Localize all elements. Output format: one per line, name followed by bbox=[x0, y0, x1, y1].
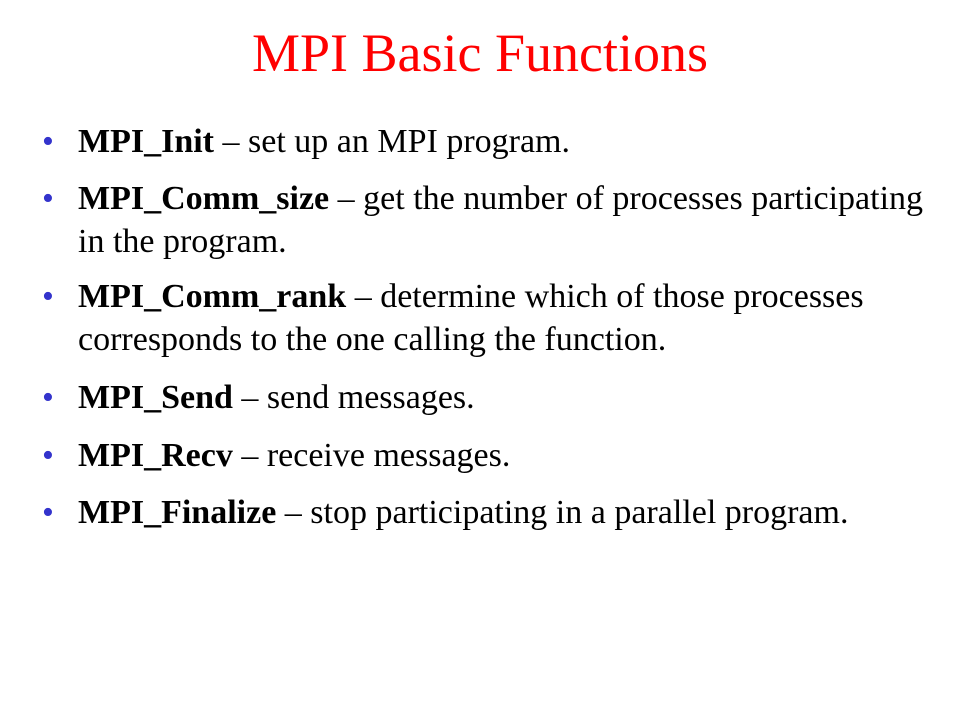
bullet-item-mpi-finalize bbox=[42, 491, 927, 534]
bullet-item-mpi-init bbox=[42, 120, 927, 163]
function-name: MPI_Init bbox=[78, 123, 214, 160]
function-description: – set up an MPI program. bbox=[214, 123, 571, 160]
bullet-item-mpi-comm-size bbox=[42, 177, 927, 263]
function-description: – send messages. bbox=[232, 379, 475, 416]
bullet-marker: • bbox=[42, 278, 54, 315]
bullet-marker: • bbox=[42, 494, 54, 531]
function-name: MPI_Comm_rank bbox=[78, 278, 347, 315]
function-name: MPI_Finalize bbox=[78, 494, 277, 531]
function-name: MPI_Recv bbox=[78, 437, 233, 474]
bullet-item-mpi-comm-rank bbox=[42, 275, 927, 361]
function-description: – receive messages. bbox=[232, 437, 511, 474]
function-description: – get the number of processes participating in the program. bbox=[78, 180, 924, 260]
bullet-marker: • bbox=[42, 379, 54, 416]
bullet-marker: • bbox=[42, 437, 54, 474]
function-description: – determine which of those processes corresponds to the one calling the function. bbox=[78, 278, 864, 358]
bullet-item-mpi-send bbox=[42, 376, 927, 419]
bullet-item-mpi-recv bbox=[42, 434, 927, 477]
bullet-marker: • bbox=[42, 180, 54, 217]
bullet-marker: • bbox=[42, 123, 54, 160]
function-name: MPI_Send bbox=[78, 379, 233, 416]
slide-title: MPI Basic Functions bbox=[251, 23, 709, 83]
bullet-list bbox=[42, 120, 927, 548]
function-name: MPI_Comm_size bbox=[78, 180, 330, 217]
function-description: – stop participating in a parallel program. bbox=[276, 494, 849, 531]
